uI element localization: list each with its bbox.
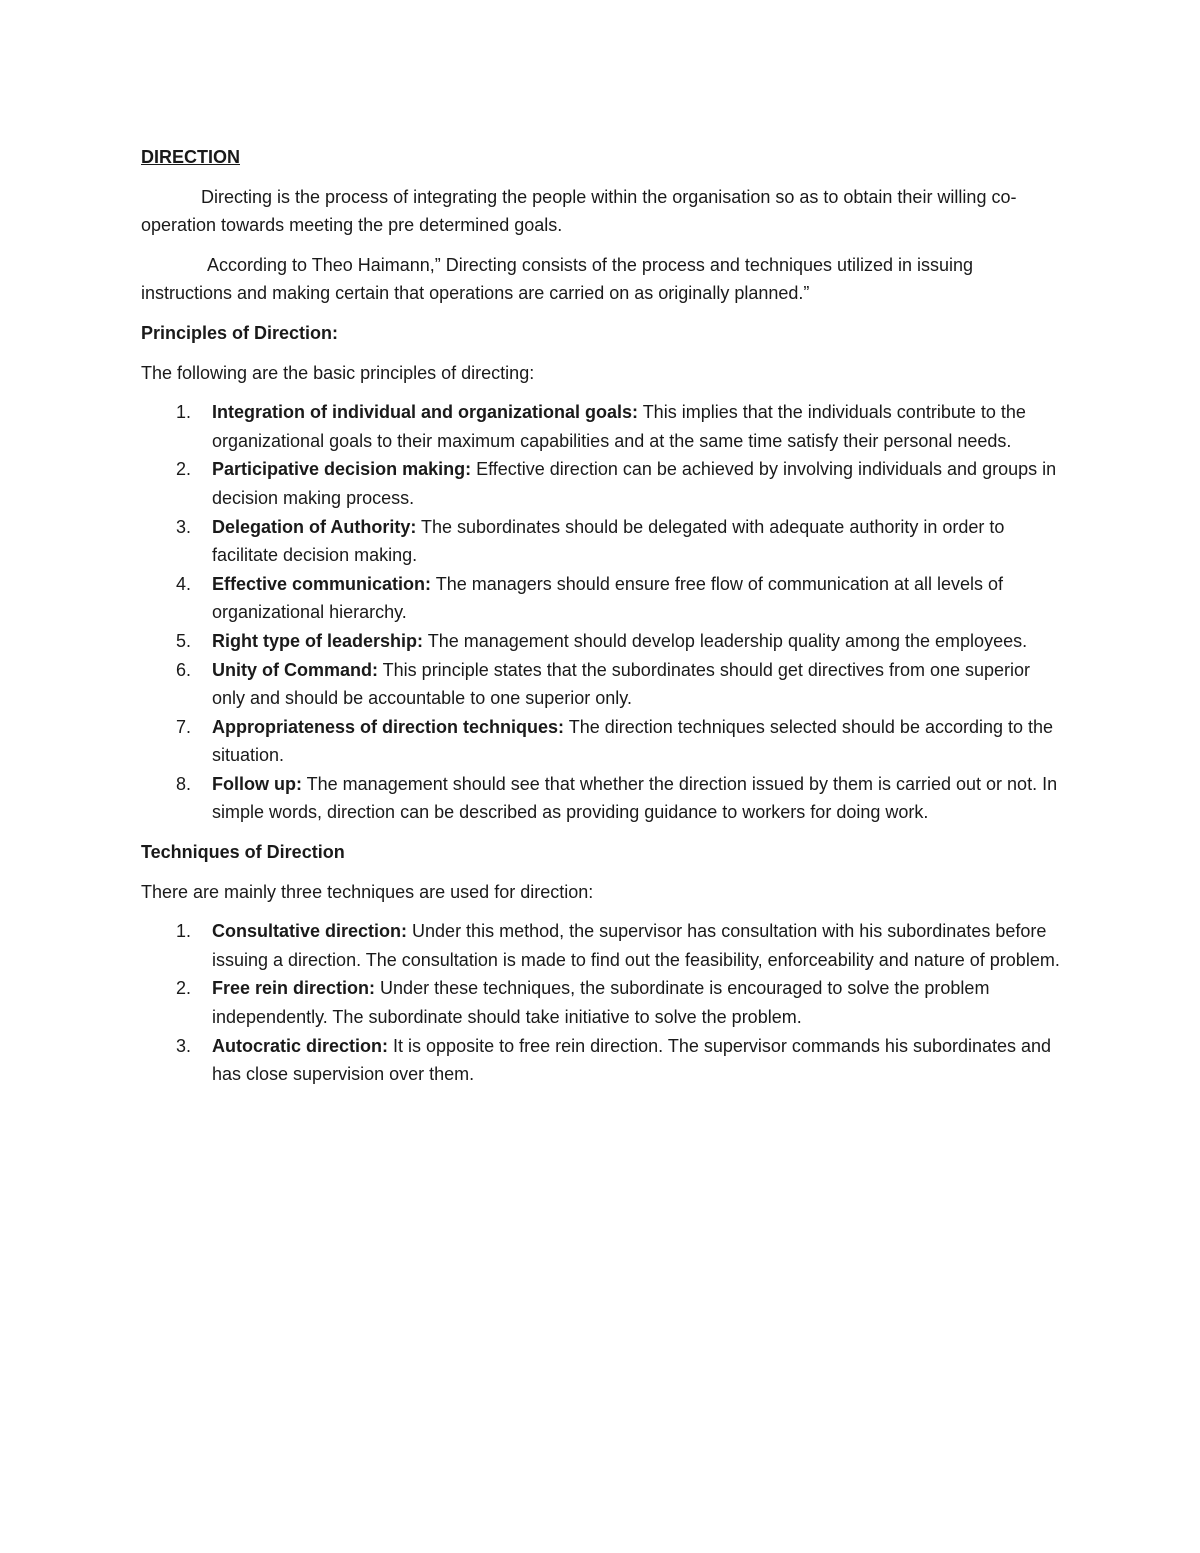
list-text: Under this method, the supervisor has consultation with his subordinates before issuing a direction. The consultation is made to find out the feasibility, enforceability and nature of problem. <box>212 921 1060 970</box>
list-number: 4. <box>176 573 192 594</box>
list-item <box>141 770 1066 827</box>
list-number: 7. <box>176 716 192 737</box>
list-item <box>141 455 1066 512</box>
list-term: Free rein direction: <box>212 978 376 999</box>
list-number: 1. <box>176 921 192 942</box>
list-term: Appropriateness of direction techniques: <box>212 716 565 737</box>
list-number: 6. <box>176 659 192 680</box>
list-term: Participative decision making: <box>212 459 472 480</box>
document-body <box>141 143 1066 1100</box>
list-text: The managers should ensure free flow of communication at all levels of organizational hierarchy. <box>212 573 1004 623</box>
list-term: Consultative direction: <box>212 921 408 942</box>
list-term: Integration of individual and organizational goals: <box>212 402 639 423</box>
list-number: 2. <box>176 978 192 999</box>
list-number: 5. <box>176 630 192 651</box>
list-item <box>141 656 1066 713</box>
list-term: Follow up: <box>212 773 302 794</box>
list-term: Right type of leadership: <box>212 630 424 651</box>
list-item <box>141 974 1066 1031</box>
list-number: 3. <box>176 516 192 537</box>
list-item <box>141 917 1066 974</box>
list-item <box>141 513 1066 570</box>
list-text: The management should see that whether the direction issued by them is carried out or not. In simple words, direction can be described as providing guidance to workers for doing work. <box>212 773 1058 823</box>
list-text: The direction techniques selected should be according to the situation. <box>212 716 1054 766</box>
list-term: Autocratic direction: <box>212 1035 389 1056</box>
list-term: Delegation of Authority: <box>212 516 417 537</box>
list-text: The subordinates should be delegated with adequate authority in order to facilitate decision making. <box>212 516 1005 566</box>
list-item <box>141 398 1066 455</box>
principles-lead: The following are the basic principles of directing: <box>141 362 535 383</box>
list-text: Effective direction can be achieved by involving individuals and groups in decision making process. <box>212 459 1057 508</box>
list-text: This implies that the individuals contribute to the organizational goals to their maximum capabilities and at the same time satisfy their personal needs. <box>212 402 1026 451</box>
list-text: The management should develop leadership quality among the employees. <box>423 630 1028 651</box>
document-title: DIRECTION <box>141 147 240 167</box>
list-item <box>141 627 1066 656</box>
intro-paragraph: Directing is the process of integrating the people within the organisation so as to obtain their willing co-operation towards meeting the pre determined goals. <box>141 186 1017 236</box>
list-item <box>141 713 1066 770</box>
techniques-lead: There are mainly three techniques are used for direction: <box>141 881 594 902</box>
techniques-list <box>141 917 1066 1089</box>
list-text: This principle states that the subordinates should get directives from one superior only and should be accountable to one superior only. <box>212 659 1031 709</box>
principles-list <box>141 398 1066 827</box>
list-term: Effective communication: <box>212 573 432 594</box>
list-term: Unity of Command: <box>212 659 378 680</box>
list-item <box>141 570 1066 627</box>
list-text: It is opposite to free rein direction. The supervisor commands his subordinates and has close supervision over them. <box>212 1035 1052 1085</box>
quote-paragraph: According to Theo Haimann,” Directing consists of the process and techniques utilized in issuing instructions and making certain that operations are carried on as originally planned.” <box>141 254 974 304</box>
principles-heading: Principles of Direction: <box>141 322 339 343</box>
list-number: 3. <box>176 1035 192 1056</box>
list-text: Under these techniques, the subordinate is encouraged to solve the problem independently. The subordinate should take initiative to solve the problem. <box>212 978 990 1028</box>
techniques-heading: Techniques of Direction <box>141 842 345 863</box>
list-number: 2. <box>176 459 192 480</box>
list-number: 8. <box>176 773 192 794</box>
list-number: 1. <box>176 402 192 423</box>
list-item <box>141 1032 1066 1089</box>
